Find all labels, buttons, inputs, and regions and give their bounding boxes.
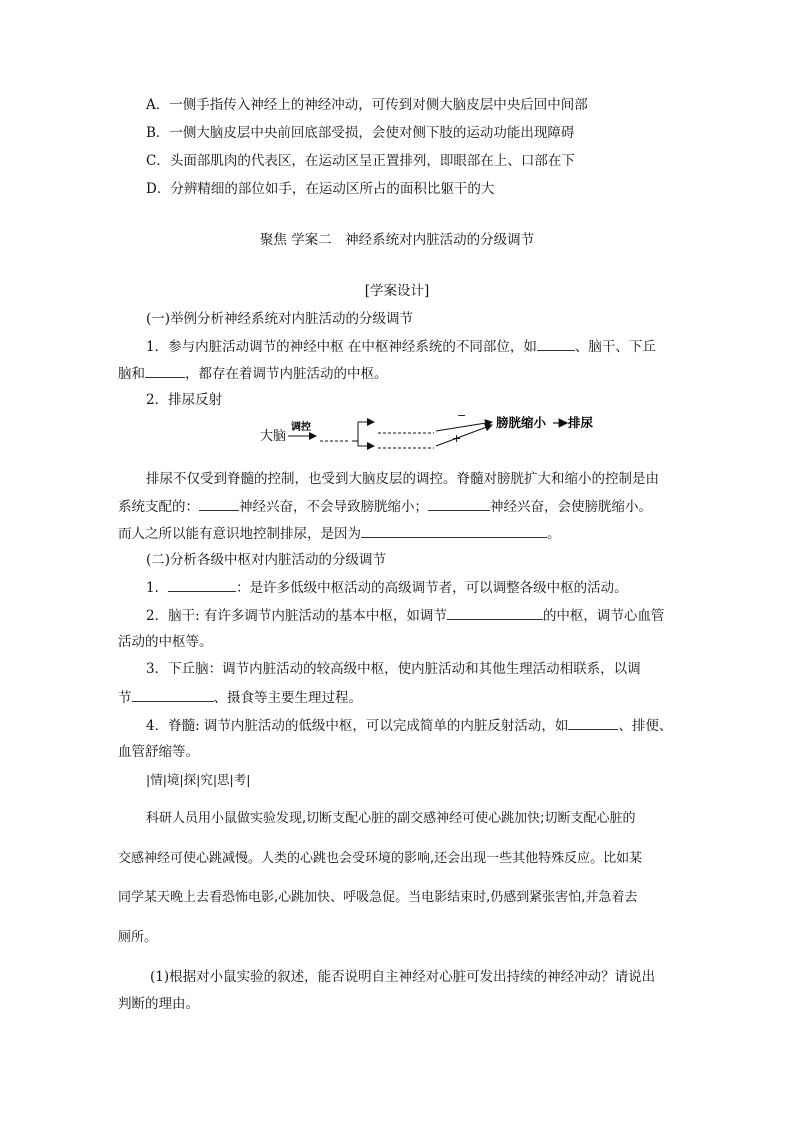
part2-heading: (二)分析各级中枢对内脏活动的分级调节 bbox=[146, 552, 387, 568]
text: 、脑干、下丘 bbox=[574, 339, 656, 355]
answer-blank[interactable] bbox=[537, 337, 575, 351]
text: ：是许多低级中枢活动的高级调节者，可以调整各级中枢的活动。 bbox=[236, 580, 628, 596]
option-b: B．一侧大脑皮层中央前回底部受损，会使对侧下肢的运动功能出现障碍 bbox=[146, 125, 575, 141]
diagram-minus: − bbox=[457, 409, 467, 422]
answer-blank[interactable] bbox=[168, 578, 236, 592]
part1-para3 bbox=[118, 524, 561, 543]
arrow-excite bbox=[436, 425, 492, 446]
question1-line2: 判断的理由。 bbox=[118, 996, 199, 1012]
part1-item2: 2．排尿反射 bbox=[146, 392, 223, 408]
urination-reflex-diagram bbox=[256, 409, 594, 458]
part1-item1-line1 bbox=[146, 337, 656, 356]
diagram-brain: 大脑 bbox=[260, 429, 287, 444]
think-label: |情|境|探|究|思|考| bbox=[146, 772, 251, 787]
diagram-regulate: 调控 bbox=[291, 422, 311, 433]
part1-heading: (一)举例分析神经系统对内脏活动的分级调节 bbox=[146, 311, 414, 327]
option-c: C．头面部肌肉的代表区，在运动区呈正置排列，即眼部在上、口部在下 bbox=[146, 153, 575, 169]
diagram-urinate: 排尿 bbox=[568, 415, 594, 430]
answer-blank[interactable] bbox=[132, 688, 214, 702]
text: 4．脊髓: 调节内脏活动的低级中枢，可以完成简单的内脏反射活动，如 bbox=[146, 718, 569, 734]
part1-para1: 排尿不仅受到脊髓的控制，也受到大脑皮层的调控。脊髓对膀胱扩大和缩小的控制是由 bbox=[146, 471, 659, 487]
text: 脑和 bbox=[118, 366, 145, 382]
part2-item4-line1 bbox=[146, 716, 672, 735]
text: 系统支配的： bbox=[118, 499, 199, 515]
text: 。 bbox=[547, 526, 561, 542]
answer-blank[interactable] bbox=[199, 497, 239, 511]
part1-item1-line2 bbox=[118, 364, 388, 383]
text: 1． bbox=[146, 580, 169, 596]
text: 神经兴奋，不会导致膀胱缩小； bbox=[239, 499, 428, 515]
part2-item2-line1 bbox=[146, 606, 664, 625]
question1-line1: (1)根据对小鼠实验的叙述，能否说明自主神经对心脏可发出持续的神经冲动？请说出 bbox=[150, 969, 656, 985]
think-p1: 科研人员用小鼠做实验发现,切断支配心脏的副交感神经可使心跳加快;切断支配心脏的 bbox=[146, 811, 636, 826]
text: 、排便、 bbox=[618, 718, 673, 734]
arrow-inhibit bbox=[436, 422, 492, 431]
option-a: A．一侧手指传入神经上的神经冲动，可传到对侧大脑皮层中央后回中间部 bbox=[146, 97, 588, 113]
text: 节 bbox=[118, 690, 132, 706]
part2-item4-line2: 血管舒缩等。 bbox=[118, 744, 199, 760]
part2-item1 bbox=[146, 578, 628, 597]
text: 1．参与内脏活动调节的神经中枢 在中枢神经系统的不同部位，如 bbox=[146, 339, 537, 355]
part1-para2 bbox=[118, 497, 652, 516]
design-heading: [学案设计] bbox=[364, 283, 430, 299]
text: ，都存在着调节内脏活动的中枢。 bbox=[185, 366, 388, 382]
answer-blank[interactable] bbox=[568, 716, 618, 730]
part2-item3-line1: 3．下丘脑：调节内脏活动的较高级中枢，使内脏活动和其他生理活动相联系，以调 bbox=[146, 661, 641, 677]
part2-item3-line2 bbox=[118, 688, 362, 707]
text: 的中枢，调节心血管 bbox=[542, 608, 665, 624]
section-title: 聚焦 学案二 神经系统对内脏活动的分级调节 bbox=[259, 232, 535, 248]
answer-blank[interactable] bbox=[447, 606, 543, 620]
text: 2．脑干: 有许多调节内脏活动的基本中枢，如调节 bbox=[146, 608, 447, 624]
think-p2: 交感神经可使心跳减慢。人类的心跳也会受环境的影响,还会出现一些其他特殊反应。比如某 bbox=[118, 851, 643, 866]
diagram-bladder: 膀胱缩小 bbox=[496, 415, 547, 430]
answer-blank[interactable] bbox=[145, 364, 185, 378]
think-p3: 同学某天晚上去看恐怖电影,心跳加快、呼吸急促。当电影结束时,仍感到紧张害怕,并急着去 bbox=[118, 890, 638, 905]
answer-blank[interactable] bbox=[428, 497, 490, 511]
text: 、摄食等主要生理过程。 bbox=[213, 690, 362, 706]
think-p4: 厕所。 bbox=[118, 930, 158, 945]
answer-blank[interactable] bbox=[361, 524, 547, 538]
text: 而人之所以能有意识地控制排尿，是因为 bbox=[118, 526, 361, 542]
diagram-plus: + bbox=[452, 432, 462, 445]
option-d: D．分辨精细的部位如手，在运动区所占的面积比躯干的大 bbox=[146, 181, 495, 197]
text: 神经兴奋，会使膀胱缩小。 bbox=[490, 499, 652, 515]
part2-item2-line2: 活动的中枢等。 bbox=[118, 634, 213, 650]
